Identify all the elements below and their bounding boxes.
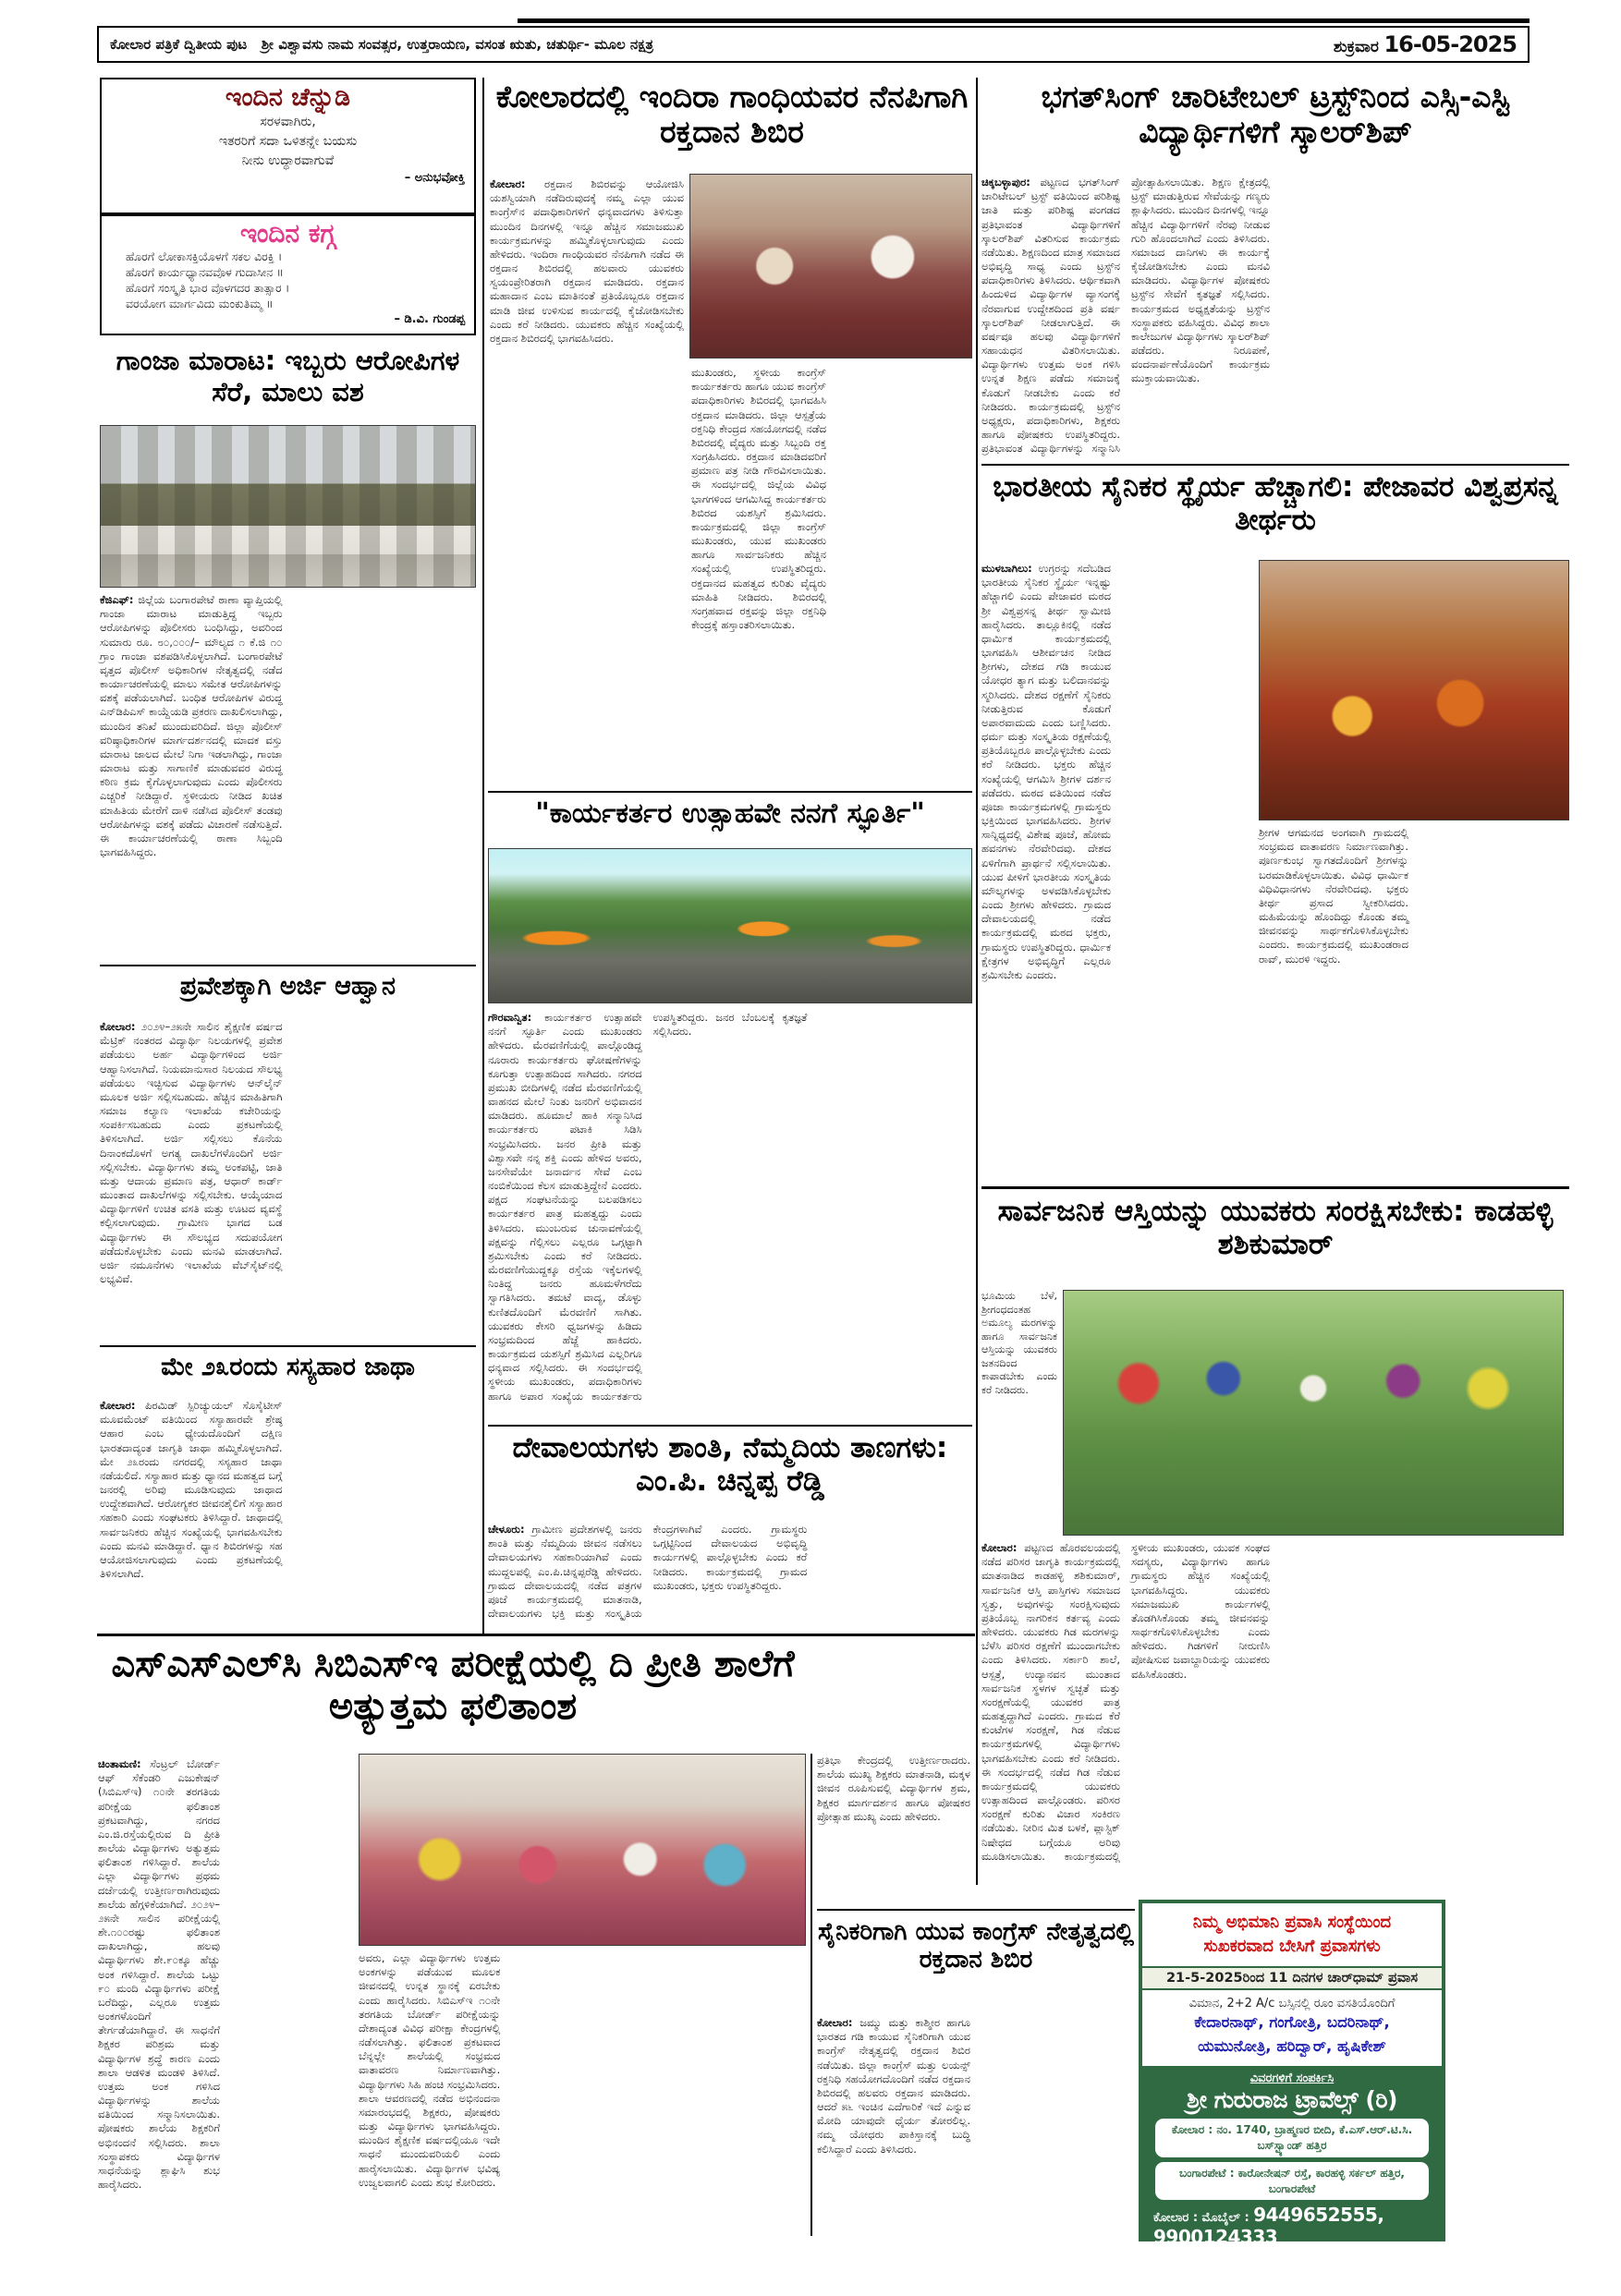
devalaya-body (488, 1523, 972, 1630)
pravesha-headline: ಪ್ರವೇಶಕ್ಕಾಗಿ ಅರ್ಜಿ ಆಹ್ವಾನ (179, 972, 396, 1001)
blood-camp-side-text: ರಕ್ತದಾನ ಶಿಬಿರವನ್ನು ಆಯೋಜಿಸಿ ಯಶಸ್ವಿಯಾಗಿ ನಡೆದಿರುವುದಕ್ಕೆ ನಮ್ಮ ಎಲ್ಲಾ ಯುವ ಕಾಂಗ್ರೆಸ್‌ನ ಪದಾಧಿಕಾರಿಗಳಿಗೆ ಧನ್ಯವಾದಗಳು ತಿಳಿಸುತ್ತಾ ಮುಂದಿನ ದಿನಗಳಲ್ಲಿ ಇನ್ನೂ ಹೆಚ್ಚಿನ ಸಮಾಜಮುಖಿ ಕಾರ್ಯಕ್ರಮಗಳನ್ನು ಹಮ್ಮಿಕೊಳ್ಳಲಾಗುವುದು ಎಂದು ಹೇಳಿದರು. ಇಂದಿರಾ ಗಾಂಧಿಯವರ ನೆನಪಿಗಾಗಿ ನಡೆದ ಈ ರಕ್ತದಾನ ಶಿಬಿರದಲ್ಲಿ ಹಲವಾರು ಯುವಕರು ಸ್ವಯಂಪ್ರೇರಿತರಾಗಿ ರಕ್ತದಾನ ಮಾಡಿದರು. ರಕ್ತದಾನ ಮಹಾದಾನ ಎಂಬ ಮಾತಿನಂತೆ ಪ್ರತಿಯೊಬ್ಬರೂ ರಕ್ತದಾನ ಮಾಡಿ ಜೀವ ಉಳಿಸುವ ಕಾರ್ಯದಲ್ಲಿ ಕೈಜೋಡಿಸಬೇಕು ಎಂದು ಕರೆ ನೀಡಿದರು. ಯುವಕರು ಹೆಚ್ಚಿನ ಸಂಖ್ಯೆಯಲ್ಲಿ ರಕ್ತದಾನ ಶಿಬಿರದಲ್ಲಿ ಭಾಗವಹಿಸಿದರು. (490, 177, 684, 345)
sarvajanika-main-text: ಪಟ್ಟಣದ ಹೊರವಲಯದಲ್ಲಿ ನಡೆದ ಪರಿಸರ ಜಾಗೃತಿ ಕಾರ್ಯಕ್ರಮದಲ್ಲಿ ಮಾತನಾಡಿದ ಕಾಡಹಳ್ಳಿ ಶಶಿಕುಮಾರ್, ಸಾರ್ವಜನಿಕ ಆಸ್ತಿ ಪಾಸ್ತಿಗಳು ಸಮಾಜದ ಸ್ವತ್ತು, ಅವುಗಳನ್ನು ಸಂರಕ್ಷಿಸುವುದು ಪ್ರತಿಯೊಬ್ಬ ನಾಗರಿಕನ ಕರ್ತವ್ಯ ಎಂದು ಹೇಳಿದರು. ಯುವಕರು ಗಿಡ ಮರಗಳನ್ನು ಬೆಳೆಸಿ ಪರಿಸರ ರಕ್ಷಣೆಗೆ ಮುಂದಾಗಬೇಕು ಎಂದು ತಿಳಿಸಿದರು. ಸರ್ಕಾರಿ ಶಾಲೆ, ಆಸ್ಪತ್ರೆ, ಉದ್ಯಾನವನ ಮುಂತಾದ ಸಾರ್ವಜನಿಕ ಸ್ಥಳಗಳ ಸ್ವಚ್ಛತೆ ಮತ್ತು ಸಂರಕ್ಷಣೆಯಲ್ಲಿ ಯುವಕರ ಪಾತ್ರ ಮಹತ್ವದ್ದಾಗಿದೆ ಎಂದರು. ಗ್ರಾಮದ ಕೆರೆ ಕುಂಟೆಗಳ ಸಂರಕ್ಷಣೆ, ಗಿಡ ನೆಡುವ ಕಾರ್ಯಕ್ರಮಗಳಲ್ಲಿ ವಿದ್ಯಾರ್ಥಿಗಳು ಭಾಗವಹಿಸಬೇಕು ಎಂದು ಕರೆ ನೀಡಿದರು. ಈ ಸಂದರ್ಭದಲ್ಲಿ ನಡೆದ ಗಿಡ ನೆಡುವ ಕಾರ್ಯಕ್ರಮದಲ್ಲಿ ಯುವಕರು ಉತ್ಸಾಹದಿಂದ ಪಾಲ್ಗೊಂಡರು. ಪರಿಸರ ಸಂರಕ್ಷಣೆ ಕುರಿತು ವಿಚಾರ ಸಂಕಿರಣ ನಡೆಯಿತು. ನೀರಿನ ಮಿತ ಬಳಕೆ, ಪ್ಲಾಸ್ಟಿಕ್ ನಿಷೇಧದ ಬಗ್ಗೆಯೂ ಅರಿವು ಮೂಡಿಸಲಾಯಿತು. ಕಾರ್ಯಕ್ರಮದಲ್ಲಿ ಸ್ಥಳೀಯ ಮುಖಂಡರು, ಯುವಕ ಸಂಘದ ಸದಸ್ಯರು, ವಿದ್ಯಾರ್ಥಿಗಳು ಹಾಗೂ ಗ್ರಾಮಸ್ಥರು ಹೆಚ್ಚಿನ ಸಂಖ್ಯೆಯಲ್ಲಿ ಭಾಗವಹಿಸಿದ್ದರು. ಯುವಕರು ಸಮಾಜಮುಖಿ ಕಾರ್ಯಗಳಲ್ಲಿ ತೊಡಗಿಸಿಕೊಂಡು ತಮ್ಮ ಜೀವನವನ್ನು ಸಾರ್ಥಕಗೊಳಿಸಿಕೊಳ್ಳಬೇಕು ಎಂದು ಹೇಳಿದರು. ಗಿಡಗಳಿಗೆ ನೀರುಣಿಸಿ ಪೋಷಿಸುವ ಜವಾಬ್ದಾರಿಯನ್ನು ಯುವಕರು ವಹಿಸಿಕೊಂಡರು. (981, 1541, 1270, 1863)
sarvajanika-body-side (981, 1290, 1057, 1536)
masthead-edition-panchanga (110, 36, 653, 53)
kagga-line-2: ಹೊರಗೆ ಕಾರ್ಯಧ್ಯಾನವವೊಳ ಗುದಾಸೀನ ॥ (126, 264, 284, 279)
devalaya-body-text: ಗ್ರಾಮೀಣ ಪ್ರದೇಶಗಳಲ್ಲಿ ಜನರು ಶಾಂತಿ ಮತ್ತು ನೆಮ್ಮದಿಯ ಜೀವನ ನಡೆಸಲು ದೇವಾಲಯಗಳು ಸಹಕಾರಿಯಾಗಿವೆ ಎಂದು ಮುದ್ದಲಪಲ್ಲಿ ಎಂ.ಪಿ.ಚಿನ್ನಪ್ಪರೆಡ್ಡಿ ಹೇಳಿದರು. ಗ್ರಾಮದ ದೇವಾಲಯದಲ್ಲಿ ನಡೆದ ಪತ್ರಗಳ ಪೂಜೆ ಕಾರ್ಯಕ್ರಮದಲ್ಲಿ ಮಾತನಾಡಿ, ದೇವಾಲಯಗಳು ಭಕ್ತಿ ಮತ್ತು ಸಂಸ್ಕೃತಿಯ ಕೇಂದ್ರಗಳಾಗಿವೆ ಎಂದರು. ಗ್ರಾಮಸ್ಥರು ಒಗ್ಗಟ್ಟಿನಿಂದ ದೇವಾಲಯದ ಅಭಿವೃದ್ಧಿ ಕಾರ್ಯಗಳಲ್ಲಿ ಪಾಲ್ಗೊಳ್ಳಬೇಕು ಎಂದು ಕರೆ ನೀಡಿದರು. ಕಾರ್ಯಕ್ರಮದಲ್ಲಿ ಗ್ರಾಮದ ಮುಖಂಡರು, ಭಕ್ತರು ಉಪಸ್ಥಿತರಿದ್ದರು. (488, 1523, 808, 1621)
photo-police-seizure (100, 425, 476, 588)
kagga-line-4: ವರಯೋಗ ಮಾರ್ಗವಿದು ಮಂಕುತಿಮ್ಮ ॥ (126, 296, 274, 310)
sasyahara-dateline: ಕೋಲಾರ: (100, 1399, 145, 1412)
box-chennudi (100, 78, 476, 214)
sainikara-dateline: ಕೋಲಾರ: (817, 2016, 860, 2029)
chennudi-attribution: – ಅನುಭವೋಕ್ತಿ (404, 171, 465, 185)
photo-youth-plantation (1063, 1290, 1564, 1536)
ad-title-line1: ನಿಮ್ಮ ಅಭಿಮಾನಿ ಪ್ರವಾಸಿ ಸಂಸ್ಥೆಯಿಂದ (1192, 1913, 1392, 1932)
divider (981, 1186, 1569, 1189)
travel-ad (1139, 1900, 1445, 2296)
ad-contact-label: ವಿವರಗಳಿಗೆ ಸಂಪರ್ಕಿಸಿ (1249, 2071, 1335, 2085)
ad-phone-bangarpet-numbers: 9449675680, 9886419866 (1153, 2252, 1399, 2296)
bhagat-body (981, 176, 1569, 462)
kagga-line-1: ಹೊರಗೆ ಲೋಕಾಸಕ್ತಿಯೊಳಗೆ ಸಕಲ ವಿರಕ್ತಿ । (126, 249, 283, 263)
top-rule (518, 18, 1530, 23)
ad-phone-bangarpet (1142, 2252, 1442, 2296)
sasyahara-body (100, 1399, 476, 1613)
pejavara-left-text: ಉಗ್ರರನ್ನು ಸದೆಬಡಿದ ಭಾರತೀಯ ಸೈನಿಕರ ಸ್ಥೈರ್ಯ ಇನ್ನಷ್ಟು ಹೆಚ್ಚಾಗಲಿ ಎಂದು ಪೇಜಾವರ ಮಠದ ಶ್ರೀ ವಿಶ್ವಪ್ರಸನ್ನ ತೀರ್ಥ ಸ್ವಾಮೀಜಿ ಹಾರೈಸಿದರು. ತಾಲ್ಲೂಕಿನಲ್ಲಿ ನಡೆದ ಧಾರ್ಮಿಕ ಕಾರ್ಯಕ್ರಮದಲ್ಲಿ ಭಾಗವಹಿಸಿ ಆಶೀರ್ವಚನ ನೀಡಿದ ಶ್ರೀಗಳು, ದೇಶದ ಗಡಿ ಕಾಯುವ ಯೋಧರ ತ್ಯಾಗ ಮತ್ತು ಬಲಿದಾನವನ್ನು ಸ್ಮರಿಸಿದರು. ದೇಶದ ರಕ್ಷಣೆಗೆ ಸೈನಿಕರು ನೀಡುತ್ತಿರುವ ಕೊಡುಗೆ ಅಪಾರವಾದುದು ಎಂದು ಬಣ್ಣಿಸಿದರು. ಧರ್ಮ ಮತ್ತು ಸಂಸ್ಕೃತಿಯ ರಕ್ಷಣೆಯಲ್ಲಿ ಪ್ರತಿಯೊಬ್ಬರೂ ಪಾಲ್ಗೊಳ್ಳಬೇಕು ಎಂದು ಕರೆ ನೀಡಿದರು. ಭಕ್ತರು ಹೆಚ್ಚಿನ ಸಂಖ್ಯೆಯಲ್ಲಿ ಆಗಮಿಸಿ ಶ್ರೀಗಳ ದರ್ಶನ ಪಡೆದರು. ಮಠದ ವತಿಯಿಂದ ನಡೆದ ಪೂಜಾ ಕಾರ್ಯಕ್ರಮಗಳಲ್ಲಿ ಗ್ರಾಮಸ್ಥರು ಭಕ್ತಿಯಿಂದ ಭಾಗವಹಿಸಿದರು. ಶ್ರೀಗಳ ಸಾನ್ನಿಧ್ಯದಲ್ಲಿ ವಿಶೇಷ ಪೂಜೆ, ಹೋಮ ಹವನಗಳು ನೆರವೇರಿದವು. ದೇಶದ ಏಳಿಗೆಗಾಗಿ ಪ್ರಾರ್ಥನೆ ಸಲ್ಲಿಸಲಾಯಿತು. ಯುವ ಪೀಳಿಗೆ ಭಾರತೀಯ ಸಂಸ್ಕೃತಿಯ ಮೌಲ್ಯಗಳನ್ನು ಅಳವಡಿಸಿಕೊಳ್ಳಬೇಕು ಎಂದು ಶ್ರೀಗಳು ಹೇಳಿದರು. ಗ್ರಾಮದ ದೇವಾಲಯದಲ್ಲಿ ನಡೆದ ಕಾರ್ಯಕ್ರಮದಲ್ಲಿ ಮಠದ ಭಕ್ತರು, ಗ್ರಾಮಸ್ಥರು ಉಪಸ್ಥಿತರಿದ್ದರು. ಧಾರ್ಮಿಕ ಕ್ಷೇತ್ರಗಳ ಅಭಿವೃದ್ಧಿಗೆ ಎಲ್ಲರೂ ಶ್ರಮಿಸಬೇಕು ಎಂದರು. (981, 562, 1111, 981)
bhagat-headline: ಭಗತ್‌ಸಿಂಗ್ ಚಾರಿಟೇಬಲ್ ಟ್ರಸ್ಟ್‌ನಿಂದ ಎಸ್ಸಿ-ಎಸ್ಟಿ ವಿದ್ಯಾರ್ಥಿಗಳಿಗೆ ಸ್ಕಾಲರ್‌ಶಿಪ್ (1041, 79, 1510, 151)
divider (97, 1634, 975, 1636)
ad-tour-band: 21-5-2025ರಿಂದ 11 ದಿನಗಳ ಚಾರ್‌ಧಾಮ್ ಪ್ರವಾಸ (1142, 1966, 1442, 1990)
sarvajanika-dateline: ಕೋಲಾರ: (981, 1541, 1025, 1554)
blood-camp-body-side (490, 177, 684, 789)
divider (100, 965, 476, 966)
pejavara-body-right (1259, 826, 1569, 1162)
blood-camp-dateline: ಕೋಲಾರ: (490, 177, 545, 190)
kagga-attribution: – ಡಿ.ವಿ. ಗುಂಡಪ್ಪ (394, 311, 465, 326)
sarvajanika-side-text: ಭೂಮಿಯ ಬೆಳೆ, ಶ್ರೀಗಂಧದಂತಹ ಅಮೂಲ್ಯ ಮರಗಳನ್ನು ಹಾಗೂ ಸಾರ್ವಜನಿಕ ಆಸ್ತಿಯನ್ನು ಯುವಕರು ಜತನದಿಂದ ಕಾಪಾಡಬೇಕು ಎಂದು ಕರೆ ನೀಡಿದರು. (981, 1290, 1057, 1396)
ad-address-bangarpet: ಬಂಗಾರಪೇಟೆ : ಕಾರೋನೇಷನ್ ರಸ್ತೆ, ಕಾರಹಳ್ಳಿ ಸರ್ಕಲ್ ಹತ್ತಿರ, ಬಂಗಾರಪೇಟೆ (1155, 2162, 1429, 2201)
bhagat-dateline: ಚಿಕ್ಕಬಳ್ಳಾಪುರ: (981, 176, 1041, 188)
photo-blood-donation (689, 174, 972, 358)
ganja-dateline: ಕೆಜಿಎಫ್: (100, 593, 139, 606)
ad-phone-kolar-label: ಕೋಲಾರ : ಮೊಬೈಲ್ : (1153, 2211, 1254, 2226)
sainikara-headline: ಸೈನಿಕರಿಗಾಗಿ ಯುವ ಕಾಂಗ್ರೆಸ್ ನೇತೃತ್ವದಲ್ಲಿ ರಕ್ತದಾನ ಶಿಬಿರ (817, 1918, 1135, 1974)
divider (488, 791, 972, 793)
quote-dateline: ಗೌರವಾನ್ವಿತ: (488, 1011, 545, 1024)
column-divider-bottom (810, 1754, 812, 2236)
ad-title (1142, 1903, 1442, 1959)
ad-address-kolar: ಕೋಲಾರ : ನಂ. 1740, ಬ್ರಾಹ್ಮಣರ ಬೀದಿ, ಕೆ.ಎಸ್.ಆರ್.ಟಿ.ಸಿ. ಬಸ್‌ಸ್ಟ್ಯಾಂಡ್ ಹತ್ತಿರ (1155, 2119, 1429, 2157)
blood-camp-body-below (691, 366, 972, 789)
sslc-right-text: ಪ್ರತಿಭಾ ಕೇಂದ್ರದಲ್ಲಿ ಉತ್ತೀರ್ಣರಾದರು. ಶಾಲೆಯ ಮುಖ್ಯ ಶಿಕ್ಷಕರು ಮಾತನಾಡಿ, ಮಕ್ಕಳ ಜೀವನ ರೂಪಿಸುವಲ್ಲಿ ವಿದ್ಯಾರ್ಥಿಗಳ ಶ್ರಮ, ಶಿಕ್ಷಕರ ಮಾರ್ಗದರ್ಶನ ಹಾಗೂ ಪೋಷಕರ ಪ್ರೋತ್ಸಾಹ ಮುಖ್ಯ ಎಂದು ಹೇಳಿದರು. (817, 1754, 970, 1823)
sslc-below-text: ಅವರು, ಎಲ್ಲಾ ವಿದ್ಯಾರ್ಥಿಗಳು ಉತ್ತಮ ಅಂಕಗಳನ್ನು ಪಡೆಯುವ ಮೂಲಕ ಜೀವನದಲ್ಲಿ ಉನ್ನತ ಸ್ಥಾನಕ್ಕೆ ಏರಬೇಕು ಎಂದು ಹಾರೈಸಿದರು. ಸಿಬಿಎಸ್‌ಇ ೧೦ನೇ ತರಗತಿಯ ಬೋರ್ಡ್ ಪರೀಕ್ಷೆಯನ್ನು ದೇಶಾದ್ಯಂತ ವಿವಿಧ ಪರೀಕ್ಷಾ ಕೇಂದ್ರಗಳಲ್ಲಿ ನಡೆಸಲಾಗಿತ್ತು. ಫಲಿತಾಂಶ ಪ್ರಕಟವಾದ ಬೆನ್ನಲ್ಲೇ ಶಾಲೆಯಲ್ಲಿ ಸಂಭ್ರಮದ ವಾತಾವರಣ ನಿರ್ಮಾಣವಾಗಿತ್ತು. ವಿದ್ಯಾರ್ಥಿಗಳು ಸಿಹಿ ಹಂಚಿ ಸಂಭ್ರಮಿಸಿದರು. ಶಾಲಾ ಆವರಣದಲ್ಲಿ ನಡೆದ ಅಭಿನಂದನಾ ಸಮಾರಂಭದಲ್ಲಿ ಶಿಕ್ಷಕರು, ಪೋಷಕರು ಮತ್ತು ವಿದ್ಯಾರ್ಥಿಗಳು ಭಾಗವಹಿಸಿದ್ದರು. ಮುಂದಿನ ಶೈಕ್ಷಣಿಕ ವರ್ಷದಲ್ಲಿಯೂ ಇದೇ ಸಾಧನೆ ಮುಂದುವರಿಯಲಿ ಎಂದು ಹಾರೈಸಲಾಯಿತು. ವಿದ್ಯಾರ್ಥಿಗಳ ಭವಿಷ್ಯ ಉಜ್ವಲವಾಗಲಿ ಎಂದು ಶುಭ ಕೋರಿದರು. (359, 1951, 501, 2189)
photo-school-students (359, 1754, 806, 1946)
blood-camp-headline: ಕೋಲಾರದಲ್ಲಿ ಇಂದಿರಾ ಗಾಂಧಿಯವರ ನೆನಪಿಗಾಗಿ ರಕ್ತದಾನ ಶಿಬಿರ (495, 79, 969, 151)
divider (981, 464, 1569, 466)
ad-title-line2: ಸುಖಕರವಾದ ಬೇಸಿಗೆ ಪ್ರವಾಸಗಳು (1203, 1937, 1381, 1957)
pravesha-body (100, 1020, 476, 1342)
sslc-body-left (98, 1757, 353, 2280)
ganja-body-text: ಜಿಲ್ಲೆಯ ಬಂಗಾರಪೇಟೆ ಠಾಣಾ ವ್ಯಾಪ್ತಿಯಲ್ಲಿ ಗಾಂಜಾ ಮಾರಾಟ ಮಾಡುತ್ತಿದ್ದ ಇಬ್ಬರು ಆರೋಪಿಗಳನ್ನು ಪೊಲೀಸರು ಬಂಧಿಸಿದ್ದು, ಅವರಿಂದ ಸುಮಾರು ರೂ. ೮೦,೦೦೦/– ಮೌಲ್ಯದ ೧ ಕೆ.ಜಿ ೧೦ ಗ್ರಾಂ ಗಾಂಜಾ ವಶಪಡಿಸಿಕೊಳ್ಳಲಾಗಿದೆ. ಬಂಗಾರಪೇಟೆ ವೃತ್ತದ ಪೊಲೀಸ್ ಅಧಿಕಾರಿಗಳ ನೇತೃತ್ವದಲ್ಲಿ ನಡೆದ ಕಾರ್ಯಾಚರಣೆಯಲ್ಲಿ ಮಾಲು ಸಮೇತ ಆರೋಪಿಗಳನ್ನು ವಶಕ್ಕೆ ಪಡೆಯಲಾಗಿದೆ. ಬಂಧಿತ ಆರೋಪಿಗಳ ವಿರುದ್ಧ ಎನ್‌ಡಿಪಿಎಸ್ ಕಾಯ್ದೆಯಡಿ ಪ್ರಕರಣ ದಾಖಲಿಸಲಾಗಿದ್ದು, ಮುಂದಿನ ತನಿಖೆ ಮುಂದುವರಿದಿದೆ. ಜಿಲ್ಲಾ ಪೊಲೀಸ್ ವರಿಷ್ಠಾಧಿಕಾರಿಗಳ ಮಾರ್ಗದರ್ಶನದಲ್ಲಿ ಮಾದಕ ವಸ್ತು ಮಾರಾಟ ಜಾಲದ ಮೇಲೆ ನಿಗಾ ಇಡಲಾಗಿದ್ದು, ಗಾಂಜಾ ಮಾರಾಟ ಮತ್ತು ಸಾಗಾಣಿಕೆ ಮಾಡುವವರ ವಿರುದ್ಧ ಕಠಿಣ ಕ್ರಮ ಕೈಗೊಳ್ಳಲಾಗುವುದು ಎಂದು ಪೊಲೀಸರು ಎಚ್ಚರಿಕೆ ನೀಡಿದ್ದಾರೆ. ಸ್ಥಳೀಯರು ನೀಡಿದ ಖಚಿತ ಮಾಹಿತಿಯ ಮೇರೆಗೆ ದಾಳಿ ನಡೆಸಿದ ಪೊಲೀಸ್ ತಂಡವು ಆರೋಪಿಗಳನ್ನು ವಶಕ್ಕೆ ಪಡೆದು ವಿಚಾರಣೆ ನಡೆಸುತ್ತಿದೆ. ಈ ಕಾರ್ಯಾಚರಣೆಯಲ್ಲಿ ಠಾಣಾ ಸಿಬ್ಬಂದಿ ಭಾಗವಹಿಸಿದ್ದರು. (100, 593, 283, 859)
pejavara-headline: ಭಾರತೀಯ ಸೈನಿಕರ ಸ್ಥೈರ್ಯ ಹೆಚ್ಚಾಗಲಿ: ಪೇಜಾವರ ವಿಶ್ವಪ್ರಸನ್ನ ತೀರ್ಥರು (993, 470, 1558, 537)
column-divider-left-center (482, 78, 484, 1634)
pravesha-body-text: ೨೦೨೪–೨೫ನೇ ಸಾಲಿನ ಶೈಕ್ಷಣಿಕ ವರ್ಷದ ಮೆಟ್ರಿಕ್ ನಂತರದ ವಿದ್ಯಾರ್ಥಿ ನಿಲಯಗಳಲ್ಲಿ ಪ್ರವೇಶ ಪಡೆಯಲು ಅರ್ಹ ವಿದ್ಯಾರ್ಥಿಗಳಿಂದ ಅರ್ಜಿ ಆಹ್ವಾನಿಸಲಾಗಿದೆ. ನಿಯಮಾನುಸಾರ ನಿಲಯದ ಸೌಲಭ್ಯ ಪಡೆಯಲು ಇಚ್ಛಿಸುವ ವಿದ್ಯಾರ್ಥಿಗಳು ಆನ್‌ಲೈನ್ ಮೂಲಕ ಅರ್ಜಿ ಸಲ್ಲಿಸಬಹುದು. ಹೆಚ್ಚಿನ ಮಾಹಿತಿಗಾಗಿ ಸಮಾಜ ಕಲ್ಯಾಣ ಇಲಾಖೆಯ ಕಚೇರಿಯನ್ನು ಸಂಪರ್ಕಿಸಬಹುದು ಎಂದು ಪ್ರಕಟಣೆಯಲ್ಲಿ ತಿಳಿಸಲಾಗಿದೆ. ಅರ್ಜಿ ಸಲ್ಲಿಸಲು ಕೊನೆಯ ದಿನಾಂಕದೊಳಗೆ ಅಗತ್ಯ ದಾಖಲೆಗಳೊಂದಿಗೆ ಅರ್ಜಿ ಸಲ್ಲಿಸಬೇಕು. ವಿದ್ಯಾರ್ಥಿಗಳು ತಮ್ಮ ಅಂಕಪಟ್ಟಿ, ಜಾತಿ ಮತ್ತು ಆದಾಯ ಪ್ರಮಾಣ ಪತ್ರ, ಆಧಾರ್ ಕಾರ್ಡ್ ಮುಂತಾದ ದಾಖಲೆಗಳನ್ನು ಸಲ್ಲಿಸಬೇಕು. ಆಯ್ಕೆಯಾದ ವಿದ್ಯಾರ್ಥಿಗಳಿಗೆ ಉಚಿತ ವಸತಿ ಮತ್ತು ಊಟದ ವ್ಯವಸ್ಥೆ ಕಲ್ಪಿಸಲಾಗುವುದು. ಗ್ರಾಮೀಣ ಭಾಗದ ಬಡ ವಿದ್ಯಾರ್ಥಿಗಳು ಈ ಸೌಲಭ್ಯದ ಸದುಪಯೋಗ ಪಡೆದುಕೊಳ್ಳಬೇಕು ಎಂದು ಮನವಿ ಮಾಡಲಾಗಿದೆ. ಅರ್ಜಿ ನಮೂನೆಗಳು ಇಲಾಖೆಯ ವೆಬ್‌ಸೈಟ್‌ನಲ್ಲಿ ಲಭ್ಯವಿವೆ. (100, 1020, 283, 1286)
devalaya-headline: ದೇವಾಲಯಗಳು ಶಾಂತಿ, ನೆಮ್ಮದಿಯ ತಾಣಗಳು: ಎಂ.ಪಿ. ಚಿನ್ನಪ್ಪ ರೆಡ್ಡಿ (512, 1431, 948, 1498)
chennudi-line-3: ನೀನು ಉದ್ಧಾರವಾಗುವೆ (241, 153, 335, 168)
ad-phone-bangarpet-label: ಬಂಗಾರಪೇಟೆ : ಮೊಬೈಲ್ : (1153, 2259, 1269, 2274)
ad-destinations-2: ಯಮುನೋತ್ರಿ, ಹರಿದ್ವಾರ್, ಹೃಷಿಕೇಶ್ (1198, 2036, 1386, 2055)
ad-transport-line: ವಿಮಾನ, 2+2 A/c ಬಸ್ಸಿನಲ್ಲಿ ರೂಂ ವಸತಿಯೊಂದಿಗೆ (1188, 1997, 1396, 2011)
photo-rally-procession (488, 848, 972, 1003)
masthead-date: 16-05-2025 (1383, 31, 1517, 57)
pejavara-right-text: ಶ್ರೀಗಳ ಆಗಮನದ ಅಂಗವಾಗಿ ಗ್ರಾಮದಲ್ಲಿ ಸಂಭ್ರಮದ ವಾತಾವರಣ ನಿರ್ಮಾಣವಾಗಿತ್ತು. ಪೂರ್ಣಕುಂಭ ಸ್ವಾಗತದೊಂದಿಗೆ ಶ್ರೀಗಳನ್ನು ಬರಮಾಡಿಕೊಳ್ಳಲಾಯಿತು. ವಿವಿಧ ಧಾರ್ಮಿಕ ವಿಧಿವಿಧಾನಗಳು ನೆರವೇರಿದವು. ಭಕ್ತರು ತೀರ್ಥ ಪ್ರಸಾದ ಸ್ವೀಕರಿಸಿದರು. ಮಹಿಮೆಯನ್ನು ಹೊಂದಿದ್ದು ಕೊಂಡು ತಮ್ಮ ಜೀವನವನ್ನು ಸಾರ್ಥಕಗೊಳಿಸಿಕೊಳ್ಳಬೇಕು ಎಂದರು. ಕಾರ್ಯಕ್ರಮದಲ್ಲಿ ಮುಖಂಡರಾದ ರಾವ್, ಮುರಳಿ ಇದ್ದರು. (1259, 826, 1408, 966)
chennudi-title: ಇಂದಿನ ಚೆನ್ನುಡಿ (225, 83, 351, 112)
box-kagga (100, 214, 476, 335)
sasyahara-headline: ಮೇ ೨೩ರಂದು ಸಸ್ಯಹಾರ ಜಾಥಾ (161, 1353, 415, 1381)
kagga-line-3: ಹೊರಗೆ ಸಂಸ್ಕೃತಿ ಭಾರ ವೊಳಗದರ ತಾತ್ಸಾರ । (126, 280, 290, 295)
masthead-day: ಶುಕ್ರವಾರ (1333, 38, 1379, 56)
ad-phone-kolar-numbers: 9449652555, 9900124333 (1153, 2204, 1384, 2249)
quote-body (488, 1011, 972, 1423)
masthead-date-block (1334, 31, 1517, 57)
masthead-edition: ಕೋಲಾರ ಪತ್ರಿಕೆ ದ್ವಿತೀಯ ಪುಟ (110, 36, 248, 53)
photo-pejavara-seer (1259, 560, 1569, 820)
divider (488, 1425, 972, 1427)
ad-contact-panel (1142, 2066, 1442, 2296)
ad-company-name: ಶ್ರೀ ಗುರುರಾಜ ಟ್ರಾವೆಲ್ಸ್ (ರಿ) (1187, 2086, 1397, 2113)
sainikara-body (817, 2016, 1135, 2234)
sainikara-body-text: ಜಮ್ಮು ಮತ್ತು ಕಾಶ್ಮೀರ ಹಾಗೂ ಭಾರತದ ಗಡಿ ಕಾಯುವ ಸೈನಿಕರಿಗಾಗಿ ಯುವ ಕಾಂಗ್ರೆಸ್ ನೇತೃತ್ವದಲ್ಲಿ ರಕ್ತದಾನ ಶಿಬಿರ ನಡೆಯಿತು. ಜಿಲ್ಲಾ ಕಾಂಗ್ರೆಸ್ ಮತ್ತು ಲಯನ್ಸ್ ರಕ್ತನಿಧಿ ಸಹಯೋಗದೊಂದಿಗೆ ನಡೆದ ರಕ್ತದಾನ ಶಿಬಿರದಲ್ಲಿ ಹಲವರು ರಕ್ತದಾನ ಮಾಡಿದರು. ಆದರೆ ೫೬ ಇಂಚಿನ ಎದೆಗಾರಿಕೆ ಇದೆ ಎನ್ನುವ ಮೋದಿ ಯಾವುದೇ ಧೈರ್ಯ ತೋರಲಿಲ್ಲ. ನಮ್ಮ ಯೋಧರು ಪಾಕಿಸ್ತಾನಕ್ಕೆ ಬುದ್ಧಿ ಕಲಿಸಿದ್ದಾರೆ ಎಂದು ತಿಳಿಸಿದರು. (817, 2016, 970, 2156)
divider (100, 1345, 476, 1347)
ganja-body (100, 593, 476, 961)
quote-body-text: ಕಾರ್ಯಕರ್ತರ ಉತ್ಸಾಹವೇ ನನಗೆ ಸ್ಫೂರ್ತಿ ಎಂದು ಮುಖಂಡರು ಹೇಳಿದರು. ಮೆರವಣಿಗೆಯಲ್ಲಿ ಪಾಲ್ಗೊಂಡಿದ್ದ ನೂರಾರು ಕಾರ್ಯಕರ್ತರು ಘೋಷಣೆಗಳನ್ನು ಕೂಗುತ್ತಾ ಉತ್ಸಾಹದಿಂದ ಸಾಗಿದರು. ನಗರದ ಪ್ರಮುಖ ಬೀದಿಗಳಲ್ಲಿ ನಡೆದ ಮೆರವಣಿಗೆಯಲ್ಲಿ ವಾಹನದ ಮೇಲೆ ನಿಂತು ಜನರಿಗೆ ಅಭಿವಾದನ ಮಾಡಿದರು. ಹೂಮಾಲೆ ಹಾಕಿ ಸನ್ಮಾನಿಸಿದ ಕಾರ್ಯಕರ್ತರು ಪಟಾಕಿ ಸಿಡಿಸಿ ಸಂಭ್ರಮಿಸಿದರು. ಜನರ ಪ್ರೀತಿ ಮತ್ತು ವಿಶ್ವಾಸವೇ ನನ್ನ ಶಕ್ತಿ ಎಂದು ಹೇಳಿದ ಅವರು, ಜನಸೇವೆಯೇ ಜನಾರ್ದನ ಸೇವೆ ಎಂಬ ನಂಬಿಕೆಯಿಂದ ಕೆಲಸ ಮಾಡುತ್ತಿದ್ದೇನೆ ಎಂದರು. ಪಕ್ಷದ ಸಂಘಟನೆಯನ್ನು ಬಲಪಡಿಸಲು ಕಾರ್ಯಕರ್ತರ ಪಾತ್ರ ಮಹತ್ವದ್ದು ಎಂದು ತಿಳಿಸಿದರು. ಮುಂಬರುವ ಚುನಾವಣೆಯಲ್ಲಿ ಪಕ್ಷವನ್ನು ಗೆಲ್ಲಿಸಲು ಎಲ್ಲರೂ ಒಗ್ಗಟ್ಟಾಗಿ ಶ್ರಮಿಸಬೇಕು ಎಂದು ಕರೆ ನೀಡಿದರು. ಮೆರವಣಿಗೆಯುದ್ದಕ್ಕೂ ರಸ್ತೆಯ ಇಕ್ಕೆಲಗಳಲ್ಲಿ ನಿಂತಿದ್ದ ಜನರು ಹೂಮಳೆಗರೆದು ಸ್ವಾಗತಿಸಿದರು. ತಮಟೆ ವಾದ್ಯ, ಡೊಳ್ಳು ಕುಣಿತದೊಂದಿಗೆ ಮೆರವಣಿಗೆ ಸಾಗಿತು. ಯುವಕರು ಕೇಸರಿ ಧ್ವಜಗಳನ್ನು ಹಿಡಿದು ಸಂಭ್ರಮದಿಂದ ಹೆಜ್ಜೆ ಹಾಕಿದರು. ಕಾರ್ಯಕ್ರಮದ ಯಶಸ್ಸಿಗೆ ಶ್ರಮಿಸಿದ ಎಲ್ಲರಿಗೂ ಧನ್ಯವಾದ ಸಲ್ಲಿಸಿದರು. ಈ ಸಂದರ್ಭದಲ್ಲಿ ಸ್ಥಳೀಯ ಮುಖಂಡರು, ಪದಾಧಿಕಾರಿಗಳು ಹಾಗೂ ಅಪಾರ ಸಂಖ್ಯೆಯ ಕಾರ್ಯಕರ್ತರು ಉಪಸ್ಥಿತರಿದ್ದರು. ಜನರ ಬೆಂಬಲಕ್ಕೆ ಕೃತಜ್ಞತೆ ಸಲ್ಲಿಸಿದರು. (488, 1011, 808, 1403)
sslc-left-text: ಸೆಂಟ್ರಲ್ ಬೋರ್ಡ್ ಆಫ್ ಸೆಕೆಂಡರಿ ಎಜುಕೇಷನ್ (ಸಿಬಿಎಸ್‌ಇ) ೧೦ನೇ ತರಗತಿಯ ಪರೀಕ್ಷೆಯ ಫಲಿತಾಂಶ ಪ್ರಕಟವಾಗಿದ್ದು, ನಗರದ ಎಂ.ಜಿ.ರಸ್ತೆಯಲ್ಲಿರುವ ದಿ ಪ್ರೀತಿ ಶಾಲೆಯ ವಿದ್ಯಾರ್ಥಿಗಳು ಅತ್ಯುತ್ತಮ ಫಲಿತಾಂಶ ಗಳಿಸಿದ್ದಾರೆ. ಶಾಲೆಯ ಎಲ್ಲಾ ವಿದ್ಯಾರ್ಥಿಗಳು ಪ್ರಥಮ ದರ್ಜೆಯಲ್ಲಿ ಉತ್ತೀರ್ಣರಾಗಿರುವುದು ಶಾಲೆಯ ಹೆಗ್ಗಳಿಕೆಯಾಗಿದೆ. ೨೦೨೪–೨೫ನೇ ಸಾಲಿನ ಪರೀಕ್ಷೆಯಲ್ಲಿ ಶೇ.೧೦೦ರಷ್ಟು ಫಲಿತಾಂಶ ದಾಖಲಾಗಿದ್ದು, ಹಲವು ವಿದ್ಯಾರ್ಥಿಗಳು ಶೇ.೯೦ಕ್ಕೂ ಹೆಚ್ಚು ಅಂಕ ಗಳಿಸಿದ್ದಾರೆ. ಶಾಲೆಯ ಒಟ್ಟು ೯೦ ಮಂದಿ ವಿದ್ಯಾರ್ಥಿಗಳು ಪರೀಕ್ಷೆ ಬರೆದಿದ್ದು, ಎಲ್ಲರೂ ಉತ್ತಮ ಅಂಕಗಳೊಂದಿಗೆ ತೇರ್ಗಡೆಯಾಗಿದ್ದಾರೆ. ಈ ಸಾಧನೆಗೆ ಶಿಕ್ಷಕರ ಪರಿಶ್ರಮ ಮತ್ತು ವಿದ್ಯಾರ್ಥಿಗಳ ಶ್ರದ್ಧೆ ಕಾರಣ ಎಂದು ಶಾಲಾ ಆಡಳಿತ ಮಂಡಳಿ ತಿಳಿಸಿದೆ. ಉತ್ತಮ ಅಂಕ ಗಳಿಸಿದ ವಿದ್ಯಾರ್ಥಿಗಳನ್ನು ಶಾಲೆಯ ವತಿಯಿಂದ ಸನ್ಮಾನಿಸಲಾಯಿತು. ಪೋಷಕರು ಶಾಲೆಯ ಶಿಕ್ಷಕರಿಗೆ ಅಭಿನಂದನೆ ಸಲ್ಲಿಸಿದರು. ಶಾಲಾ ಸಂಸ್ಥಾಪಕರು ವಿದ್ಯಾರ್ಥಿಗಳ ಸಾಧನೆಯನ್ನು ಶ್ಲಾಘಿಸಿ ಶುಭ ಹಾರೈಸಿದರು. (98, 1757, 220, 2192)
pravesha-dateline: ಕೋಲಾರ: (100, 1020, 141, 1033)
blood-camp-below-text: ಮುಖಂಡರು, ಸ್ಥಳೀಯ ಕಾಂಗ್ರೆಸ್ ಕಾರ್ಯಕರ್ತರು ಹಾಗೂ ಯುವ ಕಾಂಗ್ರೆಸ್ ಪದಾಧಿಕಾರಿಗಳು ಶಿಬಿರದಲ್ಲಿ ಭಾಗವಹಿಸಿ ರಕ್ತದಾನ ಮಾಡಿದರು. ಜಿಲ್ಲಾ ಆಸ್ಪತ್ರೆಯ ರಕ್ತನಿಧಿ ಕೇಂದ್ರದ ಸಹಯೋಗದಲ್ಲಿ ನಡೆದ ಶಿಬಿರದಲ್ಲಿ ವೈದ್ಯರು ಮತ್ತು ಸಿಬ್ಬಂದಿ ರಕ್ತ ಸಂಗ್ರಹಿಸಿದರು. ರಕ್ತದಾನ ಮಾಡಿದವರಿಗೆ ಪ್ರಮಾಣ ಪತ್ರ ನೀಡಿ ಗೌರವಿಸಲಾಯಿತು. ಈ ಸಂದರ್ಭದಲ್ಲಿ ಜಿಲ್ಲೆಯ ವಿವಿಧ ಭಾಗಗಳಿಂದ ಆಗಮಿಸಿದ್ದ ಕಾರ್ಯಕರ್ತರು ಶಿಬಿರದ ಯಶಸ್ಸಿಗೆ ಶ್ರಮಿಸಿದರು. ಕಾರ್ಯಕ್ರಮದಲ್ಲಿ ಜಿಲ್ಲಾ ಕಾಂಗ್ರೆಸ್ ಮುಖಂಡರು, ಯುವ ಮುಖಂಡರು ಹಾಗೂ ಸಾರ್ವಜನಿಕರು ಹೆಚ್ಚಿನ ಸಂಖ್ಯೆಯಲ್ಲಿ ಉಪಸ್ಥಿತರಿದ್ದರು. ರಕ್ತದಾನದ ಮಹತ್ವದ ಕುರಿತು ವೈದ್ಯರು ಮಾಹಿತಿ ನೀಡಿದರು. ಶಿಬಿರದಲ್ಲಿ ಸಂಗ್ರಹವಾದ ರಕ್ತವನ್ನು ಜಿಲ್ಲಾ ರಕ್ತನಿಧಿ ಕೇಂದ್ರಕ್ಕೆ ಹಸ್ತಾಂತರಿಸಲಾಯಿತು. (691, 366, 826, 632)
kagga-title: ಇಂದಿನ ಕಗ್ಗ (239, 218, 336, 249)
chennudi-line-1: ಸರಳವಾಗಿರು, (260, 115, 316, 129)
chennudi-line-2: ಇತರರಿಗೆ ಸದಾ ಒಳಿತನ್ನೇ ಬಯಸು (218, 134, 358, 149)
ad-phone-kolar (1142, 2204, 1442, 2248)
ad-destinations-1: ಕೇದಾರನಾಥ್, ಗಂಗೋತ್ರಿ, ಬದರಿನಾಥ್, (1194, 2013, 1390, 2032)
sslc-body-right (817, 1754, 1135, 1905)
sslc-dateline: ಚಿಂತಾಮಣಿ: (98, 1757, 151, 1770)
pejavara-body-left (981, 562, 1251, 1162)
quote-headline: "ಕಾರ್ಯಕರ್ತರ ಉತ್ಸಾಹವೇ ನನಗೆ ಸ್ಫೂರ್ತಿ" (535, 797, 925, 830)
sslc-body-below (359, 1951, 806, 2280)
masthead (97, 26, 1530, 63)
sslc-headline: ಎಸ್‌ಎಸ್‌ಎಲ್‌ಸಿ ಸಿಬಿಎಸ್‌ಇ ಪರೀಕ್ಷೆಯಲ್ಲಿ ದಿ ಪ್ರೀತಿ ಶಾಲೆಗೆ ಅತ್ಯುತ್ತಮ ಫಲಿತಾಂಶ (111, 1643, 795, 1729)
masthead-panchanga: ಶ್ರೀ ವಿಶ್ವಾವಸು ನಾಮ ಸಂವತ್ಸರ, ಉತ್ತರಾಯಣ, ವಸಂತ ಋತು, ಚತುರ್ಥಿ- ಮೂಲ ನಕ್ಷತ್ರ (261, 36, 653, 53)
divider (817, 1909, 1135, 1911)
sarvajanika-headline: ಸಾರ್ವಜನಿಕ ಆಸ್ತಿಯನ್ನು ಯುವಕರು ಸಂರಕ್ಷಿಸಬೇಕು: ಕಾಡಹಳ್ಳಿ ಶಶಿಕುಮಾರ್ (997, 1195, 1554, 1261)
sasyahara-body-text: ಪಿರಮಿಡ್ ಸ್ಪಿರಿಚ್ಯುಯಲ್ ಸೊಸೈಟೀಸ್ ಮೂವಮೆಂಟ್ ವತಿಯಿಂದ ಸಸ್ಯಾಹಾರವೇ ಶ್ರೇಷ್ಠ ಆಹಾರ ಎಂಬ ಧ್ಯೇಯದೊಂದಿಗೆ ದಕ್ಷಿಣ ಭಾರತದಾದ್ಯಂತ ಜಾಗೃತಿ ಜಾಥಾ ಹಮ್ಮಿಕೊಳ್ಳಲಾಗಿದೆ. ಮೇ ೨೩ರಂದು ನಗರದಲ್ಲಿ ಸಸ್ಯಹಾರ ಜಾಥಾ ನಡೆಯಲಿದೆ. ಸಸ್ಯಾಹಾರ ಮತ್ತು ಧ್ಯಾನದ ಮಹತ್ವದ ಬಗ್ಗೆ ಜನರಲ್ಲಿ ಅರಿವು ಮೂಡಿಸುವುದು ಜಾಥಾದ ಉದ್ದೇಶವಾಗಿದೆ. ಆರೋಗ್ಯಕರ ಜೀವನಶೈಲಿಗೆ ಸಸ್ಯಾಹಾರ ಸಹಕಾರಿ ಎಂದು ಸಂಘಟಕರು ತಿಳಿಸಿದ್ದಾರೆ. ಜಾಥಾದಲ್ಲಿ ಸಾರ್ವಜನಿಕರು ಹೆಚ್ಚಿನ ಸಂಖ್ಯೆಯಲ್ಲಿ ಭಾಗವಹಿಸಬೇಕು ಎಂದು ಮನವಿ ಮಾಡಿದ್ದಾರೆ. ಧ್ಯಾನ ಶಿಬಿರಗಳನ್ನು ಸಹ ಆಯೋಜಿಸಲಾಗುವುದು ಎಂದು ಪ್ರಕಟಣೆಯಲ್ಲಿ ತಿಳಿಸಲಾಗಿದೆ. (100, 1399, 283, 1581)
ganja-headline: ಗಾಂಜಾ ಮಾರಾಟ: ಇಬ್ಬರು ಆರೋಪಿಗಳ ಸೆರೆ, ಮಾಲು ವಶ (116, 345, 460, 407)
column-divider-center-right (976, 78, 978, 1885)
bhagat-body-text: ಪಟ್ಟಣದ ಭಗತ್‌ಸಿಂಗ್ ಚಾರಿಟೇಬಲ್ ಟ್ರಸ್ಟ್ ವತಿಯಿಂದ ಪರಿಶಿಷ್ಟ ಜಾತಿ ಮತ್ತು ಪರಿಶಿಷ್ಟ ಪಂಗಡದ ಪ್ರತಿಭಾವಂತ ವಿದ್ಯಾರ್ಥಿಗಳಿಗೆ ಸ್ಕಾಲರ್‌ಶಿಪ್ ವಿತರಿಸುವ ಕಾರ್ಯಕ್ರಮ ನಡೆಯಿತು. ಶಿಕ್ಷಣದಿಂದ ಮಾತ್ರ ಸಮಾಜದ ಅಭಿವೃದ್ಧಿ ಸಾಧ್ಯ ಎಂದು ಟ್ರಸ್ಟ್‌ನ ಪದಾಧಿಕಾರಿಗಳು ತಿಳಿಸಿದರು. ಆರ್ಥಿಕವಾಗಿ ಹಿಂದುಳಿದ ವಿದ್ಯಾರ್ಥಿಗಳ ವ್ಯಾಸಂಗಕ್ಕೆ ನೆರವಾಗುವ ಉದ್ದೇಶದಿಂದ ಪ್ರತಿ ವರ್ಷ ಸ್ಕಾಲರ್‌ಶಿಪ್ ನೀಡಲಾಗುತ್ತಿದೆ. ಈ ವರ್ಷವೂ ಹಲವು ವಿದ್ಯಾರ್ಥಿಗಳಿಗೆ ಸಹಾಯಧನ ವಿತರಿಸಲಾಯಿತು. ವಿದ್ಯಾರ್ಥಿಗಳು ಉತ್ತಮ ಅಂಕ ಗಳಿಸಿ ಉನ್ನತ ಶಿಕ್ಷಣ ಪಡೆದು ಸಮಾಜಕ್ಕೆ ಕೊಡುಗೆ ನೀಡಬೇಕು ಎಂದು ಕರೆ ನೀಡಿದರು. ಕಾರ್ಯಕ್ರಮದಲ್ಲಿ ಟ್ರಸ್ಟ್‌ನ ಅಧ್ಯಕ್ಷರು, ಪದಾಧಿಕಾರಿಗಳು, ಶಿಕ್ಷಕರು ಹಾಗೂ ಪೋಷಕರು ಉಪಸ್ಥಿತರಿದ್ದರು. ಪ್ರತಿಭಾವಂತ ವಿದ್ಯಾರ್ಥಿಗಳನ್ನು ಸನ್ಮಾನಿಸಿ ಪ್ರೋತ್ಸಾಹಿಸಲಾಯಿತು. ಶಿಕ್ಷಣ ಕ್ಷೇತ್ರದಲ್ಲಿ ಟ್ರಸ್ಟ್ ಮಾಡುತ್ತಿರುವ ಸೇವೆಯನ್ನು ಗಣ್ಯರು ಶ್ಲಾಘಿಸಿದರು. ಮುಂದಿನ ದಿನಗಳಲ್ಲಿ ಇನ್ನೂ ಹೆಚ್ಚಿನ ವಿದ್ಯಾರ್ಥಿಗಳಿಗೆ ನೆರವು ನೀಡುವ ಗುರಿ ಹೊಂದಲಾಗಿದೆ ಎಂದು ತಿಳಿಸಿದರು. ಸಮಾಜದ ದಾನಿಗಳು ಈ ಕಾರ್ಯಕ್ಕೆ ಕೈಜೋಡಿಸಬೇಕು ಎಂದು ಮನವಿ ಮಾಡಿದರು. ವಿದ್ಯಾರ್ಥಿಗಳ ಪೋಷಕರು ಟ್ರಸ್ಟ್‌ನ ಸೇವೆಗೆ ಕೃತಜ್ಞತೆ ಸಲ್ಲಿಸಿದರು. ಕಾರ್ಯಕ್ರಮದ ಅಧ್ಯಕ್ಷತೆಯನ್ನು ಟ್ರಸ್ಟ್‌ನ ಸಂಸ್ಥಾಪಕರು ವಹಿಸಿದ್ದರು. ವಿವಿಧ ಶಾಲಾ ಕಾಲೇಜುಗಳ ವಿದ್ಯಾರ್ಥಿಗಳು ಸ್ಕಾಲರ್‌ಶಿಪ್ ಪಡೆದರು. ನಿರೂಪಣೆ, ವಂದನಾರ್ಪಣೆಯೊಂದಿಗೆ ಕಾರ್ಯಕ್ರಮ ಮುಕ್ತಾಯವಾಯಿತು. (981, 176, 1270, 456)
devalaya-dateline: ಚೇಳೂರು: (488, 1523, 532, 1536)
pejavara-dateline: ಮುಳಬಾಗಿಲು: (981, 562, 1039, 575)
